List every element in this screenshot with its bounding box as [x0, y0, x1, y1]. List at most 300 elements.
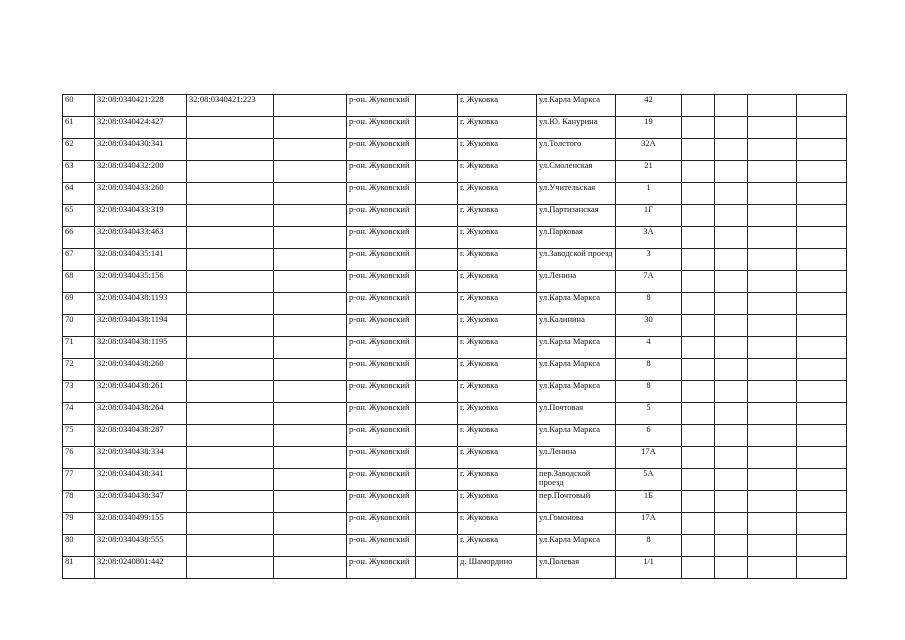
table-row [63, 139, 847, 161]
empty-cell [797, 557, 847, 579]
district-cell: р-он. Жуковский [347, 447, 416, 469]
empty-cell [416, 227, 458, 249]
district-cell: р-он. Жуковский [347, 535, 416, 557]
house-number-cell: 1/1 [616, 557, 682, 579]
empty-cell [748, 315, 797, 337]
empty-cell [416, 447, 458, 469]
empty-cell [748, 205, 797, 227]
settlement-cell: г. Жуковка [458, 271, 537, 293]
empty-cell [682, 271, 715, 293]
empty-cell [682, 205, 715, 227]
empty-cell [274, 447, 347, 469]
house-number-cell: 1 [616, 183, 682, 205]
cadastral-number-cell: 32:08:0340499:155 [95, 513, 187, 535]
registry-body [63, 95, 847, 579]
empty-cell [715, 447, 748, 469]
empty-cell [797, 249, 847, 271]
empty-cell [416, 381, 458, 403]
empty-cell [416, 249, 458, 271]
table-row [63, 183, 847, 205]
row-number-cell: 73 [63, 381, 95, 403]
related-cadastral-cell [187, 227, 274, 249]
house-number-cell: 21 [616, 161, 682, 183]
empty-cell [797, 535, 847, 557]
cadastral-number-cell: 32:08:0340435:141 [95, 249, 187, 271]
empty-cell [748, 293, 797, 315]
empty-cell [416, 513, 458, 535]
table-row [63, 403, 847, 425]
house-number-cell: 30 [616, 315, 682, 337]
district-cell: р-он. Жуковский [347, 359, 416, 381]
empty-cell [274, 513, 347, 535]
district-cell: р-он. Жуковский [347, 95, 416, 117]
house-number-cell: 19 [616, 117, 682, 139]
row-number-cell: 63 [63, 161, 95, 183]
table-row [63, 117, 847, 139]
street-cell: ул.Карла Маркса [537, 337, 616, 359]
settlement-cell: г. Жуковка [458, 183, 537, 205]
district-cell: р-он. Жуковский [347, 491, 416, 513]
empty-cell [274, 117, 347, 139]
street-cell: ул.Карла Маркса [537, 95, 616, 117]
empty-cell [797, 425, 847, 447]
related-cadastral-cell [187, 117, 274, 139]
related-cadastral-cell [187, 183, 274, 205]
empty-cell [797, 513, 847, 535]
empty-cell [682, 183, 715, 205]
empty-cell [416, 271, 458, 293]
empty-cell [748, 381, 797, 403]
street-cell: ул.Учительская [537, 183, 616, 205]
street-cell: ул.Смоленская [537, 161, 616, 183]
empty-cell [748, 403, 797, 425]
settlement-cell: г. Жуковка [458, 381, 537, 403]
house-number-cell: 1Г [616, 205, 682, 227]
empty-cell [797, 491, 847, 513]
empty-cell [715, 381, 748, 403]
empty-cell [748, 513, 797, 535]
row-number-cell: 75 [63, 425, 95, 447]
empty-cell [682, 227, 715, 249]
empty-cell [797, 447, 847, 469]
row-number-cell: 71 [63, 337, 95, 359]
row-number-cell: 68 [63, 271, 95, 293]
empty-cell [416, 161, 458, 183]
street-cell: ул.Карла Маркса [537, 359, 616, 381]
empty-cell [682, 381, 715, 403]
empty-cell [682, 447, 715, 469]
empty-cell [682, 95, 715, 117]
street-cell: пер.Заводской проезд [537, 469, 616, 491]
district-cell: р-он. Жуковский [347, 227, 416, 249]
empty-cell [274, 315, 347, 337]
related-cadastral-cell [187, 161, 274, 183]
cadastral-number-cell: 32:08:0340438:264 [95, 403, 187, 425]
settlement-cell: г. Жуковка [458, 359, 537, 381]
house-number-cell: 3А [616, 227, 682, 249]
related-cadastral-cell [187, 513, 274, 535]
empty-cell [715, 337, 748, 359]
empty-cell [416, 293, 458, 315]
empty-cell [715, 249, 748, 271]
empty-cell [274, 293, 347, 315]
empty-cell [797, 183, 847, 205]
empty-cell [274, 161, 347, 183]
street-cell: ул.Парковая [537, 227, 616, 249]
empty-cell [682, 425, 715, 447]
empty-cell [748, 249, 797, 271]
cadastral-number-cell: 32:08:0340433:260 [95, 183, 187, 205]
empty-cell [274, 183, 347, 205]
empty-cell [797, 315, 847, 337]
empty-cell [274, 403, 347, 425]
table-row [63, 359, 847, 381]
street-cell: ул.Ленина [537, 271, 616, 293]
empty-cell [715, 161, 748, 183]
empty-cell [748, 271, 797, 293]
settlement-cell: г. Жуковка [458, 403, 537, 425]
row-number-cell: 77 [63, 469, 95, 491]
street-cell: ул.Гомонова [537, 513, 616, 535]
empty-cell [682, 249, 715, 271]
empty-cell [715, 491, 748, 513]
row-number-cell: 65 [63, 205, 95, 227]
street-cell: ул.Заводской проезд [537, 249, 616, 271]
empty-cell [715, 425, 748, 447]
settlement-cell: г. Жуковка [458, 491, 537, 513]
empty-cell [416, 315, 458, 337]
house-number-cell: 3 [616, 249, 682, 271]
empty-cell [416, 491, 458, 513]
empty-cell [797, 271, 847, 293]
empty-cell [416, 139, 458, 161]
district-cell: р-он. Жуковский [347, 271, 416, 293]
cadastral-number-cell: 32:08:0340438:260 [95, 359, 187, 381]
row-number-cell: 69 [63, 293, 95, 315]
empty-cell [416, 95, 458, 117]
house-number-cell: 6 [616, 425, 682, 447]
district-cell: р-он. Жуковский [347, 139, 416, 161]
empty-cell [416, 337, 458, 359]
house-number-cell: 1Б [616, 491, 682, 513]
table-row [63, 513, 847, 535]
table-row [63, 447, 847, 469]
table-row [63, 337, 847, 359]
empty-cell [715, 359, 748, 381]
empty-cell [797, 205, 847, 227]
street-cell: пер.Почтовый [537, 491, 616, 513]
table-row [63, 535, 847, 557]
district-cell: р-он. Жуковский [347, 117, 416, 139]
settlement-cell: г. Жуковка [458, 315, 537, 337]
empty-cell [682, 513, 715, 535]
empty-cell [715, 139, 748, 161]
empty-cell [682, 535, 715, 557]
empty-cell [748, 183, 797, 205]
related-cadastral-cell [187, 557, 274, 579]
table-row [63, 491, 847, 513]
empty-cell [682, 557, 715, 579]
empty-cell [748, 469, 797, 491]
settlement-cell: г. Жуковка [458, 469, 537, 491]
row-number-cell: 70 [63, 315, 95, 337]
table-row [63, 425, 847, 447]
settlement-cell: г. Жуковка [458, 337, 537, 359]
empty-cell [797, 161, 847, 183]
empty-cell [715, 403, 748, 425]
empty-cell [715, 513, 748, 535]
table-row [63, 95, 847, 117]
cadastral-number-cell: 32:08:0340438:347 [95, 491, 187, 513]
cadastral-number-cell: 32:08:0340435:156 [95, 271, 187, 293]
table-row [63, 381, 847, 403]
settlement-cell: г. Жуковка [458, 95, 537, 117]
table-row [63, 249, 847, 271]
cadastral-number-cell: 32:08:0340430:341 [95, 139, 187, 161]
street-cell: ул.Полевая [537, 557, 616, 579]
empty-cell [715, 315, 748, 337]
empty-cell [797, 403, 847, 425]
empty-cell [274, 491, 347, 513]
settlement-cell: г. Жуковка [458, 249, 537, 271]
cadastral-number-cell: 32:08:0340438:1193 [95, 293, 187, 315]
house-number-cell: 8 [616, 381, 682, 403]
empty-cell [748, 95, 797, 117]
registry-table [62, 94, 847, 579]
row-number-cell: 66 [63, 227, 95, 249]
cadastral-number-cell: 32:08:0340438:1195 [95, 337, 187, 359]
settlement-cell: г. Жуковка [458, 447, 537, 469]
empty-cell [416, 425, 458, 447]
table-row [63, 469, 847, 491]
cadastral-number-cell: 32:08:0240801:442 [95, 557, 187, 579]
house-number-cell: 8 [616, 535, 682, 557]
row-number-cell: 79 [63, 513, 95, 535]
empty-cell [715, 183, 748, 205]
empty-cell [274, 381, 347, 403]
cadastral-number-cell: 32:08:0340438:261 [95, 381, 187, 403]
related-cadastral-cell [187, 139, 274, 161]
district-cell: р-он. Жуковский [347, 381, 416, 403]
empty-cell [748, 117, 797, 139]
related-cadastral-cell [187, 403, 274, 425]
street-cell: ул.Ю. Канурина [537, 117, 616, 139]
settlement-cell: д. Шамордино [458, 557, 537, 579]
street-cell: ул.Карла Маркса [537, 381, 616, 403]
house-number-cell: 8 [616, 293, 682, 315]
empty-cell [416, 403, 458, 425]
cadastral-number-cell: 32:08:0340438:334 [95, 447, 187, 469]
street-cell: ул.Толстого [537, 139, 616, 161]
empty-cell [274, 249, 347, 271]
settlement-cell: г. Жуковка [458, 161, 537, 183]
settlement-cell: г. Жуковка [458, 139, 537, 161]
house-number-cell: 42 [616, 95, 682, 117]
empty-cell [715, 227, 748, 249]
cadastral-number-cell: 32:08:0340424:427 [95, 117, 187, 139]
house-number-cell: 4 [616, 337, 682, 359]
house-number-cell: 32А [616, 139, 682, 161]
empty-cell [715, 117, 748, 139]
empty-cell [715, 271, 748, 293]
settlement-cell: г. Жуковка [458, 205, 537, 227]
street-cell: ул.Карла Маркса [537, 425, 616, 447]
district-cell: р-он. Жуковский [347, 425, 416, 447]
row-number-cell: 72 [63, 359, 95, 381]
row-number-cell: 81 [63, 557, 95, 579]
empty-cell [797, 337, 847, 359]
row-number-cell: 60 [63, 95, 95, 117]
table-row [63, 271, 847, 293]
empty-cell [274, 139, 347, 161]
empty-cell [715, 205, 748, 227]
cadastral-number-cell: 32:08:0340432:200 [95, 161, 187, 183]
table-row [63, 293, 847, 315]
empty-cell [274, 469, 347, 491]
empty-cell [416, 469, 458, 491]
street-cell: ул.Почтовая [537, 403, 616, 425]
related-cadastral-cell [187, 315, 274, 337]
district-cell: р-он. Жуковский [347, 161, 416, 183]
empty-cell [682, 161, 715, 183]
empty-cell [797, 293, 847, 315]
related-cadastral-cell: 32:08:0340421:223 [187, 95, 274, 117]
related-cadastral-cell [187, 447, 274, 469]
empty-cell [416, 205, 458, 227]
cadastral-number-cell: 32:08:0340433:463 [95, 227, 187, 249]
empty-cell [748, 139, 797, 161]
empty-cell [797, 359, 847, 381]
related-cadastral-cell [187, 381, 274, 403]
related-cadastral-cell [187, 359, 274, 381]
street-cell: ул.Партизанская [537, 205, 616, 227]
cadastral-number-cell: 32:08:0340438:555 [95, 535, 187, 557]
empty-cell [274, 95, 347, 117]
related-cadastral-cell [187, 205, 274, 227]
related-cadastral-cell [187, 469, 274, 491]
row-number-cell: 62 [63, 139, 95, 161]
empty-cell [748, 535, 797, 557]
related-cadastral-cell [187, 535, 274, 557]
empty-cell [715, 95, 748, 117]
cadastral-number-cell: 32:08:0340438:1194 [95, 315, 187, 337]
settlement-cell: г. Жуковка [458, 117, 537, 139]
district-cell: р-он. Жуковский [347, 183, 416, 205]
empty-cell [748, 557, 797, 579]
empty-cell [416, 557, 458, 579]
table-row [63, 557, 847, 579]
empty-cell [682, 315, 715, 337]
district-cell: р-он. Жуковский [347, 337, 416, 359]
empty-cell [682, 293, 715, 315]
empty-cell [748, 227, 797, 249]
district-cell: р-он. Жуковский [347, 205, 416, 227]
street-cell: ул.Калинина [537, 315, 616, 337]
cadastral-number-cell: 32:08:0340433:319 [95, 205, 187, 227]
empty-cell [274, 557, 347, 579]
table-row [63, 205, 847, 227]
street-cell: ул.Ленина [537, 447, 616, 469]
empty-cell [748, 491, 797, 513]
house-number-cell: 5 [616, 403, 682, 425]
district-cell: р-он. Жуковский [347, 469, 416, 491]
empty-cell [274, 271, 347, 293]
empty-cell [748, 447, 797, 469]
empty-cell [274, 205, 347, 227]
row-number-cell: 76 [63, 447, 95, 469]
empty-cell [797, 381, 847, 403]
empty-cell [797, 469, 847, 491]
empty-cell [797, 95, 847, 117]
row-number-cell: 64 [63, 183, 95, 205]
house-number-cell: 5А [616, 469, 682, 491]
house-number-cell: 17А [616, 513, 682, 535]
empty-cell [682, 469, 715, 491]
related-cadastral-cell [187, 249, 274, 271]
table-row [63, 315, 847, 337]
district-cell: р-он. Жуковский [347, 293, 416, 315]
empty-cell [416, 359, 458, 381]
street-cell: ул.Карла Маркса [537, 293, 616, 315]
row-number-cell: 78 [63, 491, 95, 513]
empty-cell [416, 183, 458, 205]
empty-cell [274, 425, 347, 447]
empty-cell [274, 227, 347, 249]
empty-cell [797, 227, 847, 249]
related-cadastral-cell [187, 491, 274, 513]
house-number-cell: 7А [616, 271, 682, 293]
district-cell: р-он. Жуковский [347, 403, 416, 425]
empty-cell [748, 425, 797, 447]
district-cell: р-он. Жуковский [347, 557, 416, 579]
empty-cell [274, 359, 347, 381]
empty-cell [416, 117, 458, 139]
empty-cell [682, 359, 715, 381]
settlement-cell: г. Жуковка [458, 425, 537, 447]
cadastral-number-cell: 32:08:0340438:287 [95, 425, 187, 447]
table-row [63, 227, 847, 249]
district-cell: р-он. Жуковский [347, 315, 416, 337]
empty-cell [748, 161, 797, 183]
empty-cell [715, 535, 748, 557]
house-number-cell: 8 [616, 359, 682, 381]
settlement-cell: г. Жуковка [458, 227, 537, 249]
house-number-cell: 17А [616, 447, 682, 469]
settlement-cell: г. Жуковка [458, 535, 537, 557]
street-cell: ул.Карла Маркса [537, 535, 616, 557]
empty-cell [715, 557, 748, 579]
empty-cell [797, 117, 847, 139]
empty-cell [682, 337, 715, 359]
related-cadastral-cell [187, 293, 274, 315]
empty-cell [748, 359, 797, 381]
empty-cell [715, 469, 748, 491]
table-row [63, 161, 847, 183]
empty-cell [274, 337, 347, 359]
cadastral-number-cell: 32:08:0340438:341 [95, 469, 187, 491]
related-cadastral-cell [187, 271, 274, 293]
row-number-cell: 74 [63, 403, 95, 425]
empty-cell [715, 293, 748, 315]
empty-cell [682, 139, 715, 161]
empty-cell [274, 535, 347, 557]
settlement-cell: г. Жуковка [458, 513, 537, 535]
empty-cell [416, 535, 458, 557]
related-cadastral-cell [187, 337, 274, 359]
row-number-cell: 67 [63, 249, 95, 271]
empty-cell [797, 139, 847, 161]
related-cadastral-cell [187, 425, 274, 447]
